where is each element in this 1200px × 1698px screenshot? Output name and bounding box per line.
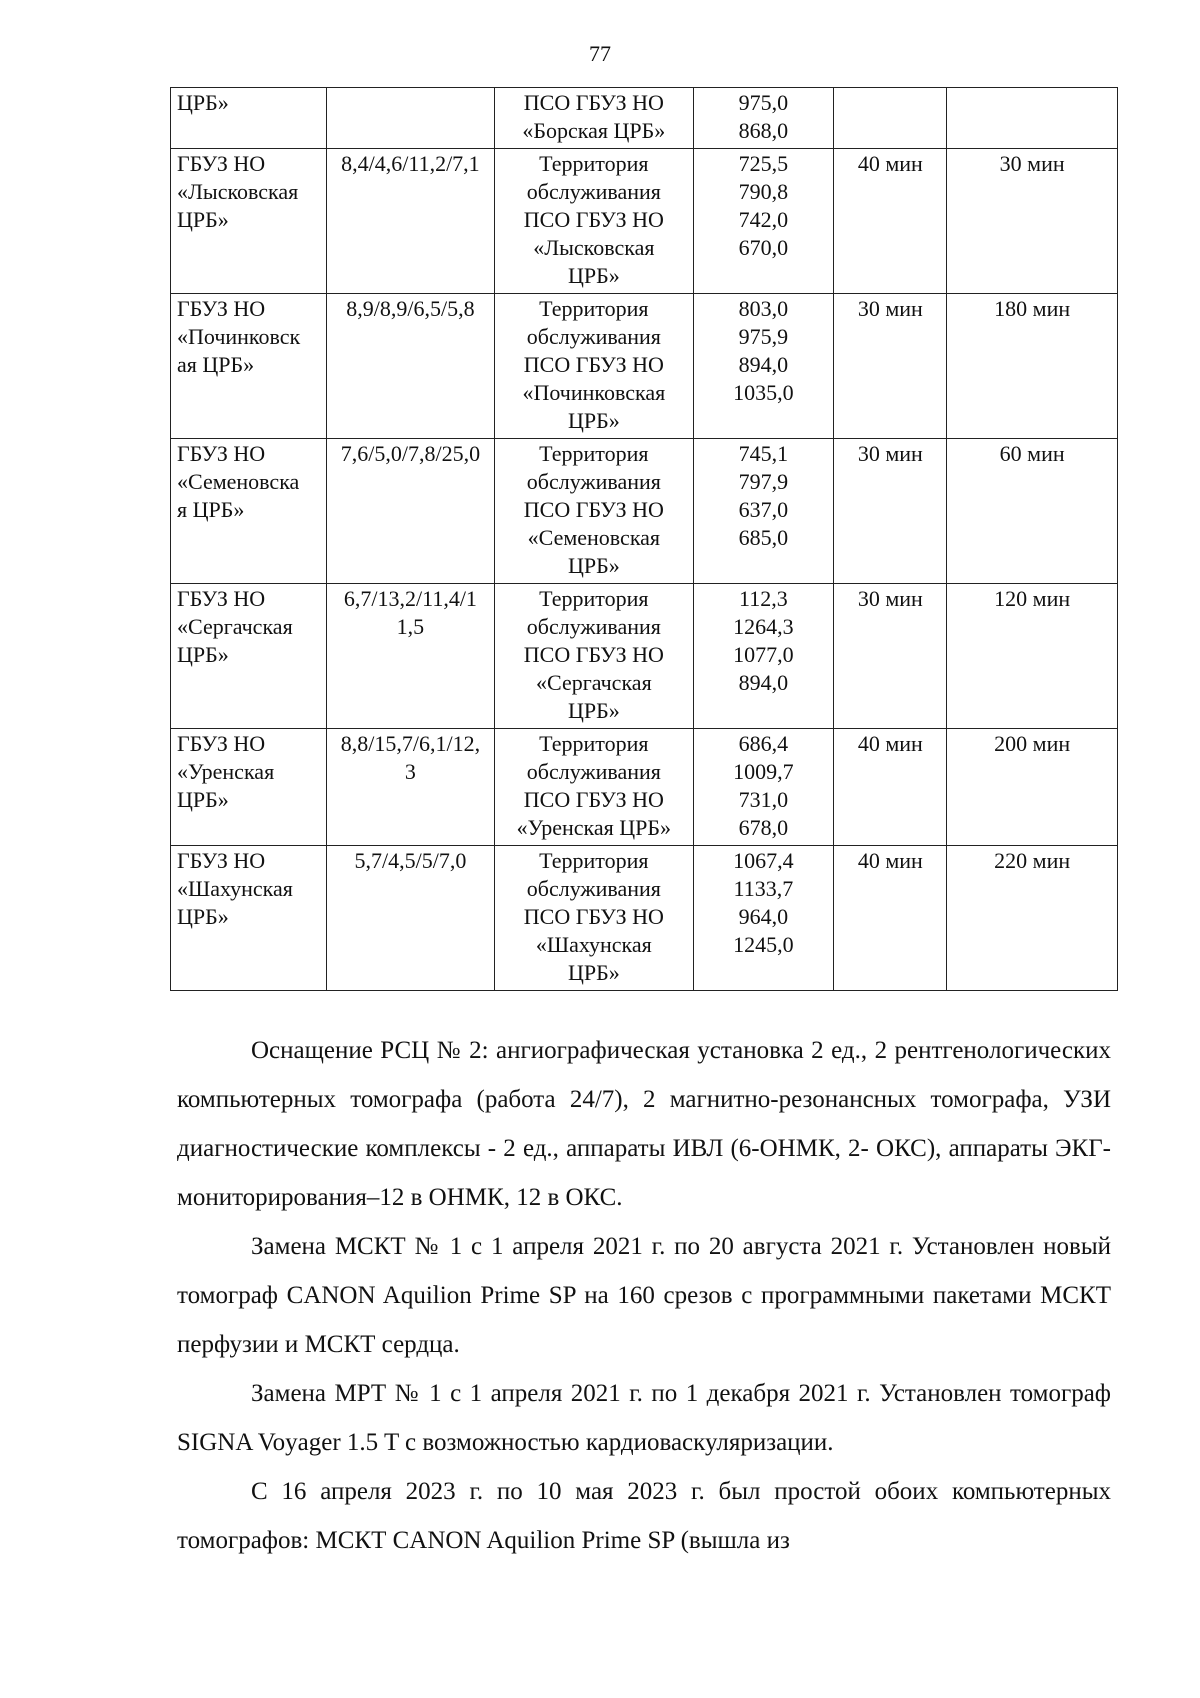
cell-ratio xyxy=(326,439,494,584)
body-text xyxy=(177,1026,1111,1565)
cell-line: 685,0 xyxy=(738,525,789,550)
cell-line: 30 мин xyxy=(857,586,923,611)
cell-line: «Шахунская xyxy=(535,932,652,957)
cell-territory xyxy=(495,846,693,991)
cell-line xyxy=(840,89,940,117)
cell-line: ЦРБ» xyxy=(177,904,229,929)
cell-ratio xyxy=(326,729,494,846)
cell-line: Территория xyxy=(539,441,649,466)
cell-line: обслуживания xyxy=(526,324,661,349)
table-row xyxy=(171,294,1118,439)
cell-values xyxy=(693,88,834,149)
cell-territory xyxy=(495,149,693,294)
cell-line: ЦРБ» xyxy=(567,960,620,985)
table-row xyxy=(171,88,1118,149)
cell-territory xyxy=(495,294,693,439)
cell-line: «Семеновская xyxy=(527,525,661,550)
cell-values xyxy=(693,584,834,729)
cell-line: Территория xyxy=(539,731,649,756)
cell-time-2 xyxy=(947,88,1118,149)
cell-organization xyxy=(171,88,327,149)
cell-line: обслуживания xyxy=(526,179,661,204)
cell-line: ЦРБ» xyxy=(177,642,229,667)
cell-time-1 xyxy=(834,729,947,846)
cell-line: ПСО ГБУЗ НО xyxy=(523,787,664,812)
cell-line: обслуживания xyxy=(526,876,661,901)
cell-line: «Починковская xyxy=(522,380,666,405)
cell-line: «Шахунская xyxy=(177,876,293,901)
cell-line: 797,9 xyxy=(738,469,789,494)
cell-line: Территория xyxy=(539,151,649,176)
cell-line: 1,5 xyxy=(396,614,425,639)
cell-time-2 xyxy=(947,294,1118,439)
cell-time-1 xyxy=(834,439,947,584)
cell-ratio xyxy=(326,584,494,729)
cell-line: 1245,0 xyxy=(733,932,794,957)
cell-line: ГБУЗ НО xyxy=(177,731,266,756)
cell-territory xyxy=(495,729,693,846)
cell-time-2 xyxy=(947,149,1118,294)
cell-line: ЦРБ» xyxy=(567,408,620,433)
cell-line: 975,0 xyxy=(738,90,789,115)
cell-line: Территория xyxy=(539,848,649,873)
data-table xyxy=(170,87,1118,991)
paragraph: Замена МРТ № 1 с 1 апреля 2021 г. по 1 декабря 2021 г. Установлен томограф SIGNA Voyager 1.5 T с возможностью кардиоваскуляризации. xyxy=(177,1380,1111,1456)
cell-line: 120 мин xyxy=(994,586,1071,611)
cell-line: обслуживания xyxy=(526,759,661,784)
cell-line: ая ЦРБ» xyxy=(177,352,255,377)
cell-line: 731,0 xyxy=(738,787,789,812)
cell-line: «Уренская ЦРБ» xyxy=(516,815,672,840)
cell-line: ГБУЗ НО xyxy=(177,151,266,176)
cell-line: 3 xyxy=(404,759,416,784)
cell-line: ЦРБ» xyxy=(567,553,620,578)
paragraph: С 16 апреля 2023 г. по 10 мая 2023 г. был простой обоих компьютерных томографов: МСКТ CANON Aquilion Prime SP (вышла из xyxy=(177,1478,1111,1554)
cell-line: 1133,7 xyxy=(733,876,794,901)
cell-line: 30 мин xyxy=(857,441,923,466)
cell-line: ГБУЗ НО xyxy=(177,296,266,321)
cell-values xyxy=(693,149,834,294)
cell-time-1 xyxy=(834,846,947,991)
cell-line: ПСО ГБУЗ НО xyxy=(523,497,664,522)
cell-time-2 xyxy=(947,729,1118,846)
table-row xyxy=(171,729,1118,846)
page-number: 77 xyxy=(589,41,611,66)
cell-values xyxy=(693,846,834,991)
cell-line: 6,7/13,2/11,4/1 xyxy=(343,586,477,611)
cell-line: 894,0 xyxy=(738,352,789,377)
cell-line: 670,0 xyxy=(738,235,789,260)
cell-line: ЦРБ» xyxy=(567,263,620,288)
table-row xyxy=(171,584,1118,729)
cell-values xyxy=(693,729,834,846)
table-body xyxy=(171,88,1118,991)
table-row xyxy=(171,149,1118,294)
cell-territory xyxy=(495,439,693,584)
cell-line: 803,0 xyxy=(738,296,789,321)
cell-organization xyxy=(171,584,327,729)
cell-time-2 xyxy=(947,439,1118,584)
cell-line: 1077,0 xyxy=(733,642,794,667)
cell-line: 790,8 xyxy=(738,179,789,204)
cell-time-1 xyxy=(834,88,947,149)
cell-territory xyxy=(495,88,693,149)
cell-line: 30 мин xyxy=(857,296,923,321)
cell-line: ПСО ГБУЗ НО xyxy=(523,904,664,929)
cell-line: 975,9 xyxy=(738,324,789,349)
cell-values xyxy=(693,294,834,439)
cell-time-1 xyxy=(834,294,947,439)
cell-line: 1035,0 xyxy=(733,380,794,405)
cell-organization xyxy=(171,729,327,846)
cell-line: 8,8/15,7/6,1/12, xyxy=(340,731,481,756)
cell-line: ПСО ГБУЗ НО xyxy=(523,642,664,667)
cell-line: ПСО ГБУЗ НО xyxy=(523,352,664,377)
cell-line: «Семеновска xyxy=(177,469,300,494)
cell-ratio xyxy=(326,88,494,149)
cell-line: 30 мин xyxy=(999,151,1065,176)
paragraph: Замена МСКТ № 1 с 1 апреля 2021 г. по 20 августа 2021 г. Установлен новый томограф CANON Aquilion Prime SP на 160 срезов с программными пакетами МСКТ перфузии и МСКТ сердца. xyxy=(177,1233,1111,1358)
cell-organization xyxy=(171,294,327,439)
cell-line: 40 мин xyxy=(857,731,923,756)
cell-line: я ЦРБ» xyxy=(177,497,245,522)
cell-line: 5,7/4,5/5/7,0 xyxy=(354,848,467,873)
cell-line: 60 мин xyxy=(999,441,1065,466)
cell-ratio xyxy=(326,149,494,294)
cell-organization xyxy=(171,846,327,991)
cell-line: 1264,3 xyxy=(733,614,794,639)
table-row xyxy=(171,846,1118,991)
cell-line: ЦРБ» xyxy=(177,207,229,232)
cell-line: ПСО ГБУЗ НО xyxy=(523,207,664,232)
table-row xyxy=(171,439,1118,584)
cell-line: «Лысковская xyxy=(533,235,655,260)
cell-line: 686,4 xyxy=(738,731,789,756)
cell-line: обслуживания xyxy=(526,469,661,494)
cell-line: ПСО ГБУЗ НО xyxy=(523,90,664,115)
cell-line: «Лысковская xyxy=(177,179,299,204)
cell-line: «Сергачская xyxy=(177,614,293,639)
cell-line: обслуживания xyxy=(526,614,661,639)
cell-ratio xyxy=(326,294,494,439)
cell-line: 220 мин xyxy=(994,848,1071,873)
cell-line: 180 мин xyxy=(994,296,1071,321)
cell-line xyxy=(333,89,488,117)
cell-line: «Борская ЦРБ» xyxy=(522,118,666,143)
cell-line: «Починковск xyxy=(177,324,301,349)
cell-line: 40 мин xyxy=(857,848,923,873)
cell-territory xyxy=(495,584,693,729)
cell-line: ЦРБ» xyxy=(177,787,229,812)
cell-line: ЦРБ» xyxy=(177,90,229,115)
cell-line: 112,3 xyxy=(739,586,788,611)
cell-line: ГБУЗ НО xyxy=(177,848,266,873)
cell-time-1 xyxy=(834,584,947,729)
cell-line: «Сергачская xyxy=(536,670,652,695)
cell-values xyxy=(693,439,834,584)
cell-ratio xyxy=(326,846,494,991)
cell-time-2 xyxy=(947,846,1118,991)
cell-line: Территория xyxy=(539,586,649,611)
cell-line: 678,0 xyxy=(738,815,789,840)
cell-line: 1009,7 xyxy=(733,759,794,784)
cell-line: 200 мин xyxy=(994,731,1071,756)
cell-line: Территория xyxy=(539,296,649,321)
cell-line: 7,6/5,0/7,8/25,0 xyxy=(340,441,481,466)
cell-line: 1067,4 xyxy=(733,848,794,873)
cell-time-2 xyxy=(947,584,1118,729)
cell-time-1 xyxy=(834,149,947,294)
cell-line: ГБУЗ НО xyxy=(177,586,266,611)
cell-organization xyxy=(171,149,327,294)
paragraph: Оснащение РСЦ № 2: ангиографическая установка 2 ед., 2 рентгенологических компьютерных томографа (работа 24/7), 2 магнитно-резонансных томографа, УЗИ диагностические комплексы - 2 ед., аппараты ИВЛ (6-ОНМК, 2- ОКС), аппараты ЭКГ-мониторирования–12 в ОНМК, 12 в ОКС. xyxy=(177,1037,1111,1211)
cell-line: 40 мин xyxy=(857,151,923,176)
cell-organization xyxy=(171,439,327,584)
cell-line: 742,0 xyxy=(738,207,789,232)
cell-line: 964,0 xyxy=(738,904,789,929)
cell-line: 725,5 xyxy=(738,151,789,176)
cell-line: ЦРБ» xyxy=(567,698,620,723)
cell-line: 894,0 xyxy=(738,670,789,695)
cell-line: 8,4/4,6/11,2/7,1 xyxy=(341,151,480,176)
cell-line: 8,9/8,9/6,5/5,8 xyxy=(346,296,475,321)
cell-line: ГБУЗ НО xyxy=(177,441,266,466)
cell-line: 868,0 xyxy=(738,118,789,143)
cell-line: 745,1 xyxy=(738,441,789,466)
cell-line: «Уренская xyxy=(177,759,275,784)
cell-line: 637,0 xyxy=(738,497,789,522)
cell-line xyxy=(953,89,1111,117)
